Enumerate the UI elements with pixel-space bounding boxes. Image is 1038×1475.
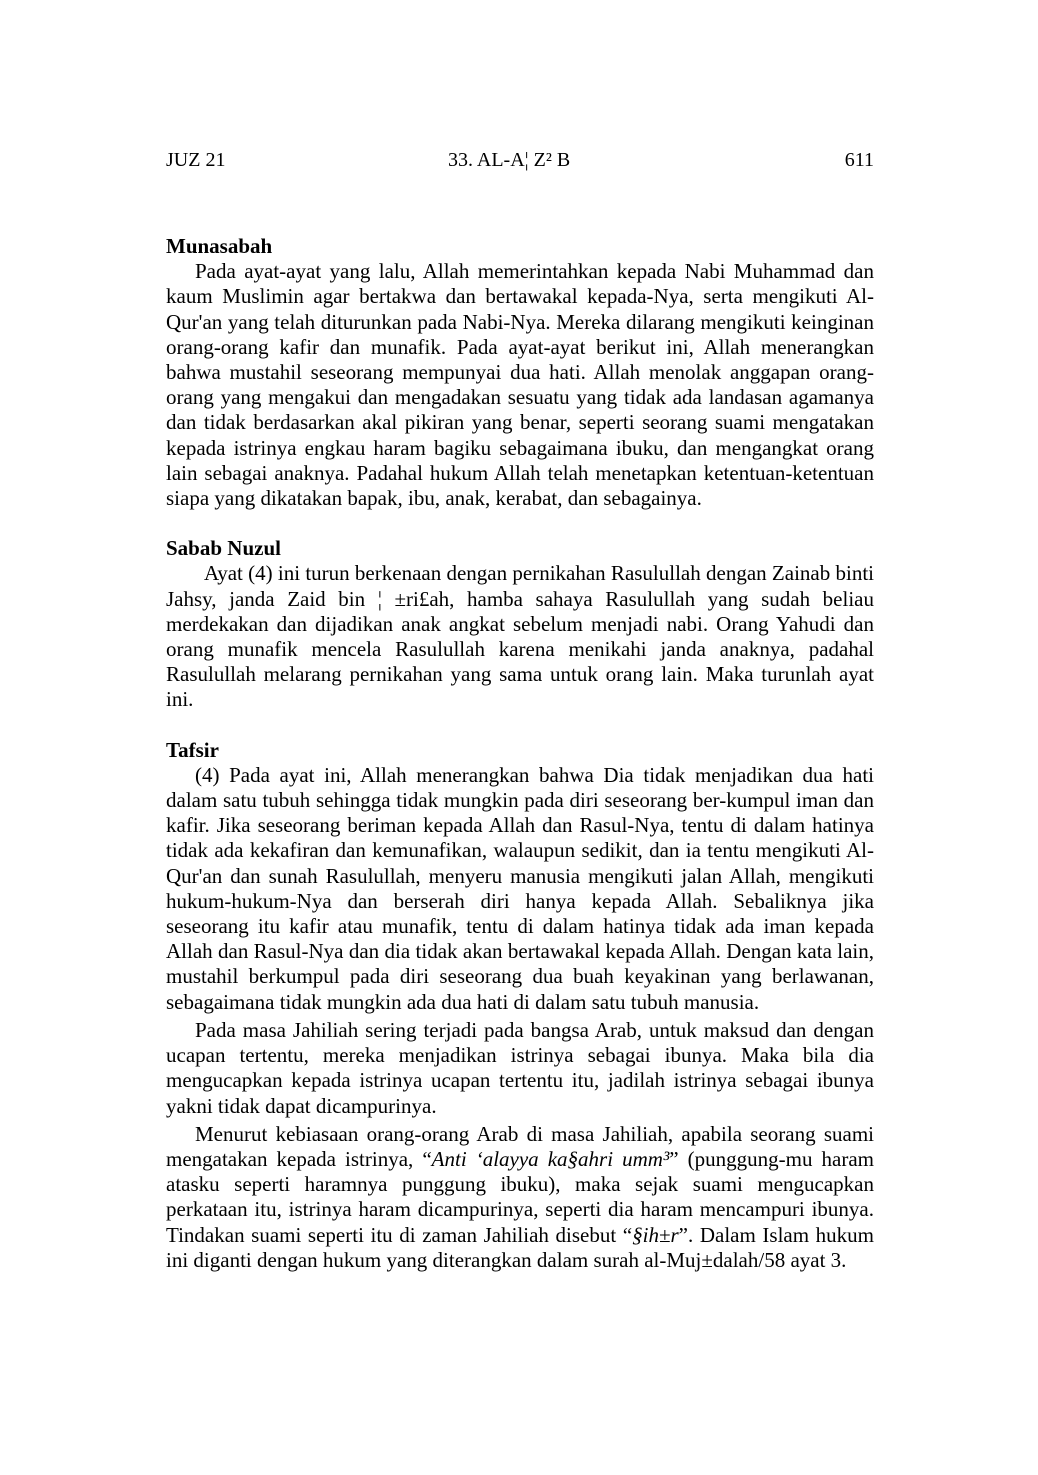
section-title-sabab-nuzul: Sabab Nuzul [166,536,281,561]
section-title-munasabah: Munasabah [166,234,273,258]
juz-label: JUZ 21 [166,149,226,171]
section-spacer [166,713,874,738]
munasabah-paragraph: Pada ayat-ayat yang lalu, Allah memerintahkan kepada Nabi Muhammad dan kaum Muslimin agar bertakwa dan bertawakal kepada-Nya, serta mengikuti Al-Qur'an yang telah diturunkan pada Nabi-Nya. Mereka dilarang mengikuti keinginan orang-orang kafir dan munafik. Pada ayat-ayat berikut ini, Allah menerangkan bahwa mustahil seseorang mempunyai dua hati. Allah menolak anggapan orang-orang yang mengakui dan mengadakan sesuatu yang tidak ada landasan agamanya dan tidak berdasarkan akal pikiran yang benar, seperti seorang suami mengatakan kepada istrinya engkau haram bagiku sebagaimana ibuku, dan mengangkat orang lain sebagai anaknya. Padahal hukum Allah telah menetapkan ketentuan-ketentuan siapa yang dikatakan bapak, ibu, anak, kerabat, dan sebagainya. [166,259,874,511]
tafsir-paragraph-3-part-3: ”. Dalam Islam hukum ini diganti dengan hukum yang diterangkan dalam surah al-Muj±dalah/58 ayat 3. [166,1222,874,1272]
section-munasabah [166,234,874,511]
page-header [166,146,874,174]
zihar-term-italic: §ih±r [632,1222,679,1247]
section-spacer [166,511,874,536]
arabic-quote-italic: Anti ‘alayya ka§ahri umm³ [431,1146,670,1171]
tafsir-paragraph-2: Pada masa Jahiliah sering terjadi pada bangsa Arab, untuk maksud dan dengan ucapan tertentu, mereka menjadikan istrinya sebagai ibunya. Maka bila dia mengucapkan kepada istrinya ucapan tertentu itu, jadilah istrinya sebagai ibunya yakni tidak dapat dicampurinya. [166,1017,874,1118]
page-number: 611 [844,149,874,171]
sabab-nuzul-paragraph: Ayat (4) ini turun berkenaan dengan pernikahan Rasulullah dengan Zainab binti Jahsy, janda Zaid bin ¦ ±ri£ah, hamba sahaya Rasulullah yang sudah beliau merdekakan dan dijadikan anak angkat sebelum menjadi nabi. Orang Yahudi dan orang munafik mencela Rasulullah karena menikahi janda anaknya, padahal Rasulullah melarang pernikahan yang sama untuk orang lain. Maka turunlah ayat ini. [166,561,874,712]
tafsir-paragraph-3-part-1: Menurut kebiasaan orang-orang Arab di masa Jahiliah, apabila seorang suami mengatakan kepada istrinya, “ [166,1121,874,1171]
surah-title: 33. AL-A¦ Z² B [448,149,571,171]
tafsir-paragraph-3-part-2: ” (punggung-mu haram atasku seperti haramnya punggung ibuku), maka sejak suami mengucapkan perkataan itu, istrinya haram dicampurinya, seperti dia haram mencampuri ibunya. Tindakan suami seperti itu di zaman Jahiliah disebut “ [166,1146,874,1247]
tafsir-paragraph-3 [166,1122,874,1273]
section-sabab-nuzul [166,536,874,712]
tafsir-paragraph-1: (4) Pada ayat ini, Allah menerangkan bahwa Dia tidak menjadikan dua hati dalam satu tubuh sehingga tidak mungkin pada diri seseorang ber-kumpul iman dan kafir. Jika seseorang beriman kepada Allah dan Rasul-Nya, tentu di dalam hatinya tidak ada kekafiran dan kemunafikan, walaupun sedikit, dan ia tentu mengikuti Al-Qur'an dan sunah Rasulullah, menyeru manusia mengikuti jalan Allah, mengikuti hukum-hukum-Nya dan berserah diri hanya kepada Allah. Sebaliknya jika seseorang itu kafir atau munafik, tentu di dalam hatinya tidak ada iman kepada Allah dan Rasul-Nya dan dia tidak akan bertawakal kepada Allah. Dengan kata lain, mustahil berkumpul pada diri seseorang dua buah keyakinan yang berlawanan, sebagaimana tidak mungkin ada dua hati di dalam satu tubuh manusia. [166,762,874,1014]
section-title-tafsir: Tafsir [166,737,219,762]
section-tafsir [166,738,874,1273]
page-content [166,234,874,1273]
